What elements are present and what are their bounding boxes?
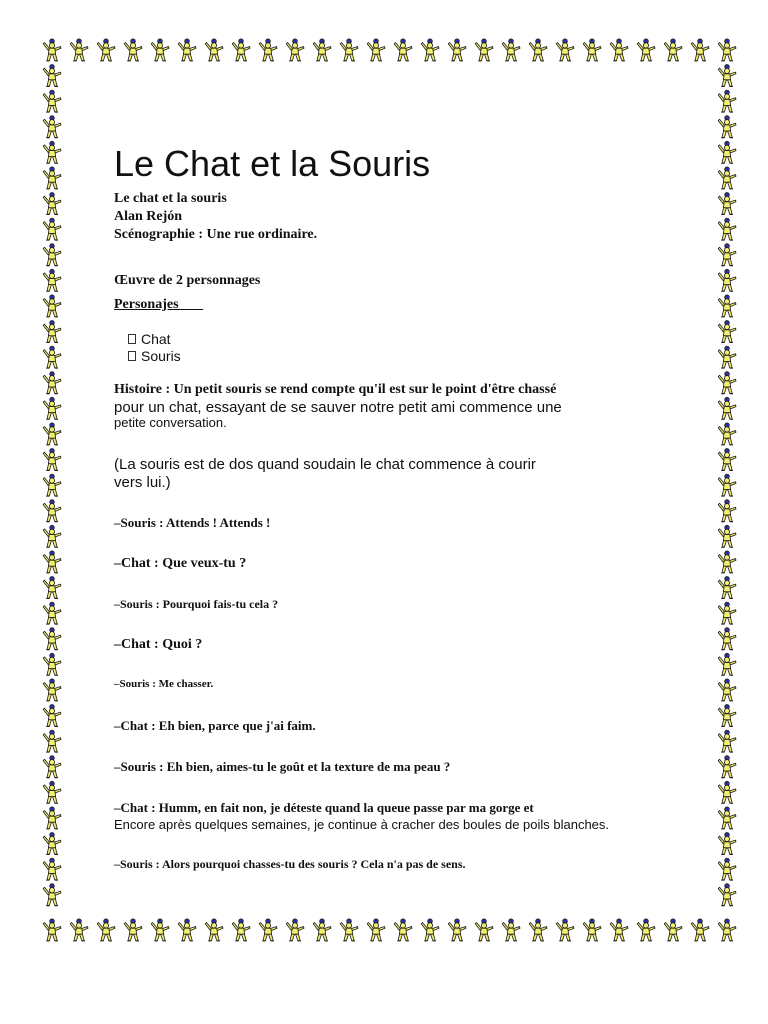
dialogue-line: –Souris : Eh bien, aimes-tu le goût et la texture de ma peau ? (114, 759, 451, 774)
waving-figure-icon (43, 474, 61, 496)
bullet-square-icon (128, 351, 136, 361)
story-line-2: pour un chat, essayant de se sauver notre petit ami commence une (114, 399, 562, 416)
waving-figure-icon (43, 39, 61, 61)
dialogue-line: –Souris : Pourquoi fais-tu cela ? (114, 597, 279, 611)
dialogue-line: –Souris : Attends ! Attends ! (114, 515, 271, 530)
waving-figure-icon (340, 919, 358, 941)
waving-figure-icon (718, 346, 736, 368)
waving-figure-icon (286, 919, 304, 941)
waving-figure-icon (97, 39, 115, 61)
waving-figure-icon (43, 576, 61, 598)
waving-figure-icon (583, 39, 601, 61)
waving-figure-icon (70, 919, 88, 941)
waving-figure-icon (718, 576, 736, 598)
waving-figure-icon (178, 39, 196, 61)
waving-figure-icon (718, 64, 736, 86)
waving-figure-icon (718, 832, 736, 854)
waving-figure-icon (718, 858, 736, 880)
waving-figure-icon (475, 39, 493, 61)
waving-figure-icon (43, 704, 61, 726)
dialogue-line: –Chat : Quoi ? (114, 637, 203, 652)
work-note: Œuvre de 2 personnages (114, 273, 261, 288)
waving-figure-icon (718, 423, 736, 445)
author-name: Alan Rejón (114, 209, 183, 224)
waving-figure-icon (718, 756, 736, 778)
waving-figure-icon (43, 628, 61, 650)
waving-figure-icon (43, 448, 61, 470)
waving-figure-icon (205, 919, 223, 941)
waving-figure-icon (691, 39, 709, 61)
waving-figure-icon (421, 919, 439, 941)
waving-figure-icon (367, 919, 385, 941)
waving-figure-icon (556, 39, 574, 61)
waving-figure-icon (43, 832, 61, 854)
waving-figure-icon (43, 551, 61, 573)
waving-figure-icon (394, 39, 412, 61)
characters-heading: Personajes (114, 297, 179, 312)
waving-figure-icon (286, 39, 304, 61)
waving-figure-icon (43, 116, 61, 138)
waving-figure-icon (124, 39, 142, 61)
waving-figure-icon (718, 295, 736, 317)
waving-figure-icon (718, 244, 736, 266)
play-subtitle: Le chat et la souris (114, 191, 227, 206)
waving-figure-icon (43, 244, 61, 266)
waving-figure-icon (718, 704, 736, 726)
waving-figure-icon (43, 141, 61, 163)
waving-figure-icon (664, 919, 682, 941)
waving-figure-icon (259, 919, 277, 941)
waving-figure-icon (43, 167, 61, 189)
waving-figure-icon (718, 167, 736, 189)
waving-figure-icon (43, 884, 61, 906)
scenography-line: Scénographie : Une rue ordinaire. (114, 227, 318, 242)
waving-figure-icon (529, 39, 547, 61)
waving-figure-icon (43, 602, 61, 624)
waving-figure-icon (43, 218, 61, 240)
waving-figure-icon (43, 858, 61, 880)
waving-figure-icon (718, 39, 736, 61)
story-line-1: Histoire : Un petit souris se rend compte qu'il est sur le point d'être chassé (114, 382, 557, 397)
waving-figure-icon (718, 628, 736, 650)
dialogue-line: –Chat : Eh bien, parce que j'ai faim. (114, 718, 316, 733)
waving-figure-icon (718, 525, 736, 547)
waving-figure-icon (529, 919, 547, 941)
waving-figure-icon (718, 320, 736, 342)
dialogue-line: –Souris : Me chasser. (114, 678, 214, 690)
waving-figure-icon (664, 39, 682, 61)
waving-figure-icon (610, 919, 628, 941)
waving-figure-icon (718, 884, 736, 906)
waving-figure-icon (43, 730, 61, 752)
waving-figure-icon (448, 39, 466, 61)
waving-figure-icon (43, 781, 61, 803)
dialogue-line: –Souris : Alors pourquoi chasses-tu des souris ? Cela n'a pas de sens. (114, 857, 466, 871)
waving-figure-icon (43, 679, 61, 701)
waving-figure-icon (718, 141, 736, 163)
waving-figure-icon (43, 919, 61, 941)
waving-figure-icon (718, 372, 736, 394)
waving-figure-icon (637, 919, 655, 941)
waving-figure-icon (718, 448, 736, 470)
waving-figure-icon (151, 919, 169, 941)
waving-figure-icon (313, 919, 331, 941)
waving-figure-icon (259, 39, 277, 61)
waving-figure-icon (718, 218, 736, 240)
waving-figure-icon (124, 919, 142, 941)
waving-figure-icon (232, 919, 250, 941)
waving-figure-icon (718, 551, 736, 573)
waving-figure-icon (718, 730, 736, 752)
waving-figure-icon (610, 39, 628, 61)
waving-figure-icon (205, 39, 223, 61)
stage-direction-line-2: vers lui.) (114, 474, 171, 491)
waving-figure-icon (43, 90, 61, 112)
waving-figure-icon (43, 346, 61, 368)
waving-figure-icon (43, 500, 61, 522)
waving-figure-icon (448, 919, 466, 941)
waving-figure-icon (43, 320, 61, 342)
waving-figure-icon (502, 919, 520, 941)
waving-figure-icon (43, 756, 61, 778)
waving-figure-icon (718, 653, 736, 675)
waving-figure-icon (718, 807, 736, 829)
waving-figure-icon (43, 397, 61, 419)
dialogue-line: –Chat : Humm, en fait non, je déteste quand la queue passe par ma gorge et (114, 800, 534, 815)
waving-figure-icon (313, 39, 331, 61)
waving-figure-icon (718, 602, 736, 624)
story-line-3: petite conversation. (114, 415, 227, 430)
waving-figure-icon (43, 525, 61, 547)
waving-figure-icon (421, 39, 439, 61)
character-list-item: Chat (128, 331, 171, 347)
waving-figure-icon (718, 474, 736, 496)
bullet-square-icon (128, 334, 136, 344)
waving-figure-icon (691, 919, 709, 941)
waving-figure-icon (43, 64, 61, 86)
waving-figure-icon (340, 39, 358, 61)
waving-figure-icon (178, 919, 196, 941)
waving-figure-icon (556, 919, 574, 941)
waving-figure-icon (43, 192, 61, 214)
waving-figure-icon (637, 39, 655, 61)
waving-figure-icon (718, 919, 736, 941)
waving-figure-icon (502, 39, 520, 61)
dialogue-continuation: Encore après quelques semaines, je continue à cracher des boules de poils blanches. (114, 817, 610, 832)
waving-figure-icon (151, 39, 169, 61)
waving-figure-icon (43, 295, 61, 317)
waving-figure-icon (718, 269, 736, 291)
stage-direction-line-1: (La souris est de dos quand soudain le chat commence à courir (114, 456, 536, 473)
waving-figure-icon (583, 919, 601, 941)
waving-figure-icon (718, 781, 736, 803)
character-list-item: Souris (128, 348, 181, 364)
waving-figure-icon (43, 269, 61, 291)
waving-figure-icon (43, 372, 61, 394)
waving-figure-icon (43, 807, 61, 829)
waving-figure-icon (70, 39, 88, 61)
waving-figure-icon (718, 116, 736, 138)
waving-figure-icon (718, 192, 736, 214)
waving-figure-icon (232, 39, 250, 61)
waving-figure-icon (367, 39, 385, 61)
waving-figure-icon (718, 397, 736, 419)
waving-figure-icon (718, 500, 736, 522)
waving-figure-icon (43, 653, 61, 675)
waving-figure-icon (718, 679, 736, 701)
waving-figure-icon (97, 919, 115, 941)
page-title: Le Chat et la Souris (114, 143, 431, 184)
dialogue-line: –Chat : Que veux-tu ? (114, 556, 247, 571)
waving-figure-icon (43, 423, 61, 445)
waving-figure-icon (718, 90, 736, 112)
waving-figure-icon (394, 919, 412, 941)
waving-figure-icon (475, 919, 493, 941)
